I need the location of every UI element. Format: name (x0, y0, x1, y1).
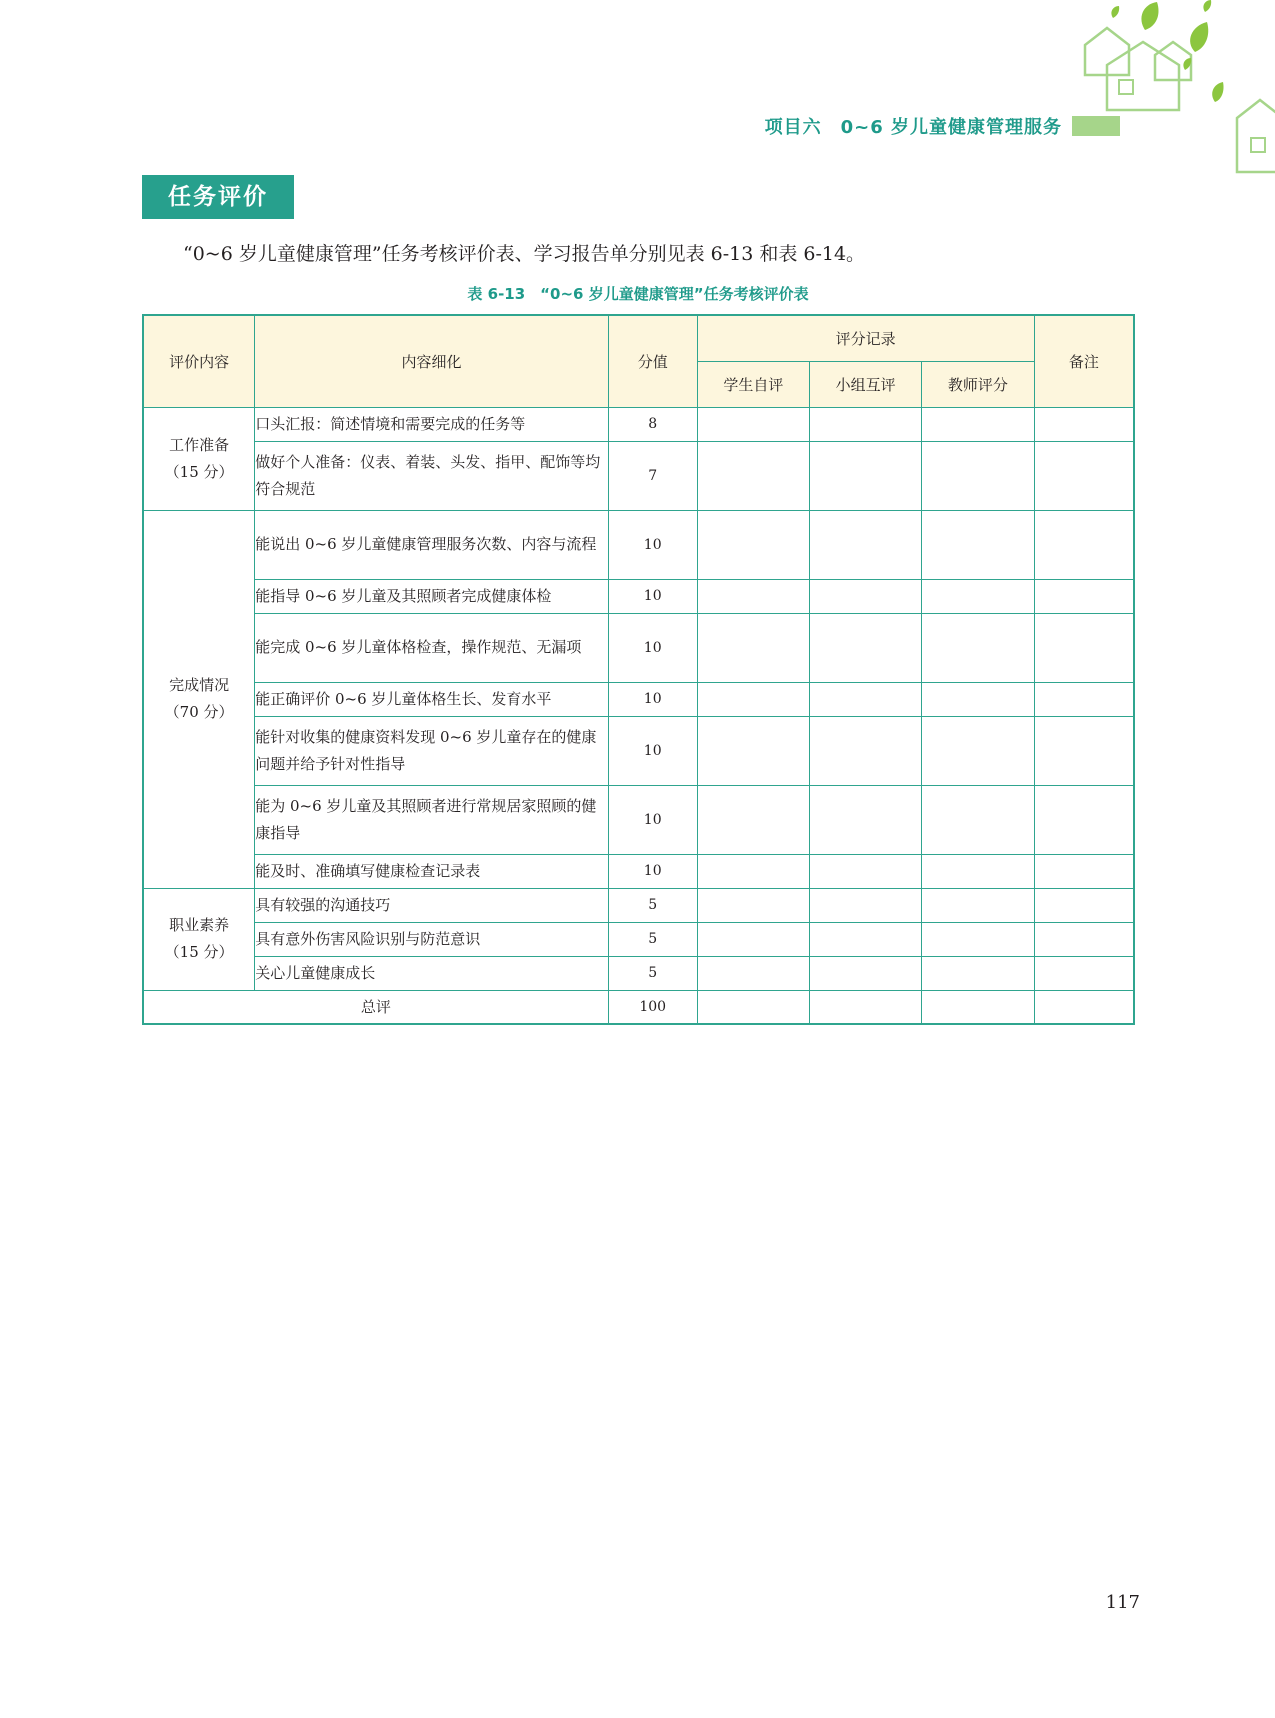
score-cell: 10 (608, 579, 697, 613)
teacher-eval-cell[interactable] (922, 613, 1035, 682)
group-eval-cell[interactable] (810, 510, 922, 579)
header-remark: 备注 (1034, 315, 1134, 407)
self-eval-cell[interactable] (697, 579, 810, 613)
score-cell: 10 (608, 510, 697, 579)
chapter-header (700, 113, 1120, 139)
group-eval-cell[interactable] (810, 956, 922, 990)
detail-cell: 具有较强的沟通技巧 (255, 888, 609, 922)
teacher-eval-cell[interactable] (922, 682, 1035, 716)
remark-cell[interactable] (1034, 407, 1134, 441)
detail-cell: 具有意外伤害风险识别与防范意识 (255, 922, 609, 956)
score-cell: 5 (608, 956, 697, 990)
total-score: 100 (608, 990, 697, 1024)
group-eval-cell[interactable] (810, 441, 922, 510)
teacher-eval-cell[interactable] (922, 956, 1035, 990)
self-eval-cell[interactable] (697, 441, 810, 510)
evaluation-table (142, 314, 1135, 1025)
intro-paragraph: “0~6 岁儿童健康管理”任务考核评价表、学习报告单分别见表 6-13 和表 6-14。 (183, 243, 866, 265)
remark-cell[interactable] (1034, 682, 1134, 716)
self-eval-cell[interactable] (697, 407, 810, 441)
detail-cell: 关心儿童健康成长 (255, 956, 609, 990)
table-row (143, 922, 1134, 956)
table-row (143, 510, 1134, 579)
score-cell: 5 (608, 888, 697, 922)
table-row (143, 613, 1134, 682)
self-eval-cell[interactable] (697, 510, 810, 579)
group-eval-cell[interactable] (810, 716, 922, 785)
category-cell (143, 407, 255, 510)
table-row (143, 785, 1134, 854)
score-cell: 8 (608, 407, 697, 441)
detail-cell: 能为 0~6 岁儿童及其照顾者进行常规居家照顾的健康指导 (255, 785, 609, 854)
header-self-eval: 学生自评 (697, 361, 810, 407)
self-eval-cell[interactable] (697, 956, 810, 990)
remark-cell[interactable] (1034, 922, 1134, 956)
score-cell: 10 (608, 785, 697, 854)
remark-cell[interactable] (1034, 441, 1134, 510)
teacher-eval-cell[interactable] (922, 407, 1035, 441)
group-eval-cell[interactable] (810, 888, 922, 922)
table-row (143, 956, 1134, 990)
teacher-eval-cell[interactable] (922, 441, 1035, 510)
group-eval-cell[interactable] (810, 407, 922, 441)
remark-cell[interactable] (1034, 510, 1134, 579)
detail-cell: 做好个人准备：仪表、着装、头发、指甲、配饰等均符合规范 (255, 441, 609, 510)
self-eval-cell[interactable] (697, 716, 810, 785)
self-eval-cell[interactable] (697, 785, 810, 854)
remark-cell[interactable] (1034, 785, 1134, 854)
header-group-eval: 小组互评 (810, 361, 922, 407)
teacher-eval-cell[interactable] (922, 785, 1035, 854)
detail-cell: 能针对收集的健康资料发现 0~6 岁儿童存在的健康问题并给予针对性指导 (255, 716, 609, 785)
house-leaves-decoration (1045, 0, 1275, 180)
table-row (143, 407, 1134, 441)
table-row (143, 682, 1134, 716)
teacher-eval-cell[interactable] (922, 990, 1035, 1024)
group-eval-cell[interactable] (810, 613, 922, 682)
self-eval-cell[interactable] (697, 613, 810, 682)
category-name: 工作准备 (169, 435, 230, 454)
chapter-title: 项目六 0~6 岁儿童健康管理服务 (764, 117, 1062, 138)
score-cell: 7 (608, 441, 697, 510)
remark-cell[interactable] (1034, 990, 1134, 1024)
remark-cell[interactable] (1034, 579, 1134, 613)
detail-cell: 能说出 0~6 岁儿童健康管理服务次数、内容与流程 (255, 510, 609, 579)
table-row (143, 888, 1134, 922)
table-row (143, 716, 1134, 785)
category-points: （15 分） (164, 462, 234, 481)
table-caption: 表 6-13 “0~6 岁儿童健康管理”任务考核评价表 (467, 285, 809, 303)
category-points: （15 分） (164, 943, 234, 961)
group-eval-cell[interactable] (810, 579, 922, 613)
detail-cell: 口头汇报：简述情境和需要完成的任务等 (255, 407, 609, 441)
score-cell: 10 (608, 613, 697, 682)
header-record-group: 评分记录 (697, 315, 1034, 361)
detail-cell: 能指导 0~6 岁儿童及其照顾者完成健康体检 (255, 579, 609, 613)
group-eval-cell[interactable] (810, 854, 922, 888)
table-row (143, 579, 1134, 613)
remark-cell[interactable] (1034, 956, 1134, 990)
remark-cell[interactable] (1034, 854, 1134, 888)
teacher-eval-cell[interactable] (922, 510, 1035, 579)
table-row (143, 441, 1134, 510)
group-eval-cell[interactable] (810, 922, 922, 956)
self-eval-cell[interactable] (697, 922, 810, 956)
total-row (143, 990, 1134, 1024)
score-cell: 10 (608, 682, 697, 716)
score-cell: 10 (608, 716, 697, 785)
teacher-eval-cell[interactable] (922, 716, 1035, 785)
group-eval-cell[interactable] (810, 682, 922, 716)
self-eval-cell[interactable] (697, 990, 810, 1024)
self-eval-cell[interactable] (697, 888, 810, 922)
detail-cell: 能完成 0~6 岁儿童体格检查，操作规范、无漏项 (255, 613, 609, 682)
remark-cell[interactable] (1034, 716, 1134, 785)
page-number: 117 (1105, 1592, 1140, 1613)
teacher-eval-cell[interactable] (922, 579, 1035, 613)
category-cell (143, 510, 255, 888)
header-category: 评价内容 (143, 315, 255, 407)
self-eval-cell[interactable] (697, 854, 810, 888)
remark-cell[interactable] (1034, 613, 1134, 682)
header-detail: 内容细化 (255, 315, 609, 407)
total-label: 总评 (143, 990, 608, 1024)
remark-cell[interactable] (1034, 888, 1134, 922)
self-eval-cell[interactable] (697, 682, 810, 716)
category-name: 职业素养 (169, 916, 230, 934)
category-cell (143, 888, 255, 990)
teacher-eval-cell[interactable] (922, 888, 1035, 922)
header-teacher-eval: 教师评分 (922, 361, 1035, 407)
group-eval-cell[interactable] (810, 785, 922, 854)
category-name: 完成情况 (169, 676, 230, 694)
section-tag: 任务评价 (142, 175, 294, 219)
detail-cell: 能正确评价 0~6 岁儿童体格生长、发育水平 (255, 682, 609, 716)
chapter-marker-bar (1072, 116, 1120, 136)
teacher-eval-cell[interactable] (922, 854, 1035, 888)
table-row (143, 854, 1134, 888)
category-points: （70 分） (164, 703, 234, 721)
group-eval-cell[interactable] (810, 990, 922, 1024)
detail-cell: 能及时、准确填写健康检查记录表 (255, 854, 609, 888)
score-cell: 10 (608, 854, 697, 888)
teacher-eval-cell[interactable] (922, 922, 1035, 956)
score-cell: 5 (608, 922, 697, 956)
header-score: 分值 (608, 315, 697, 407)
